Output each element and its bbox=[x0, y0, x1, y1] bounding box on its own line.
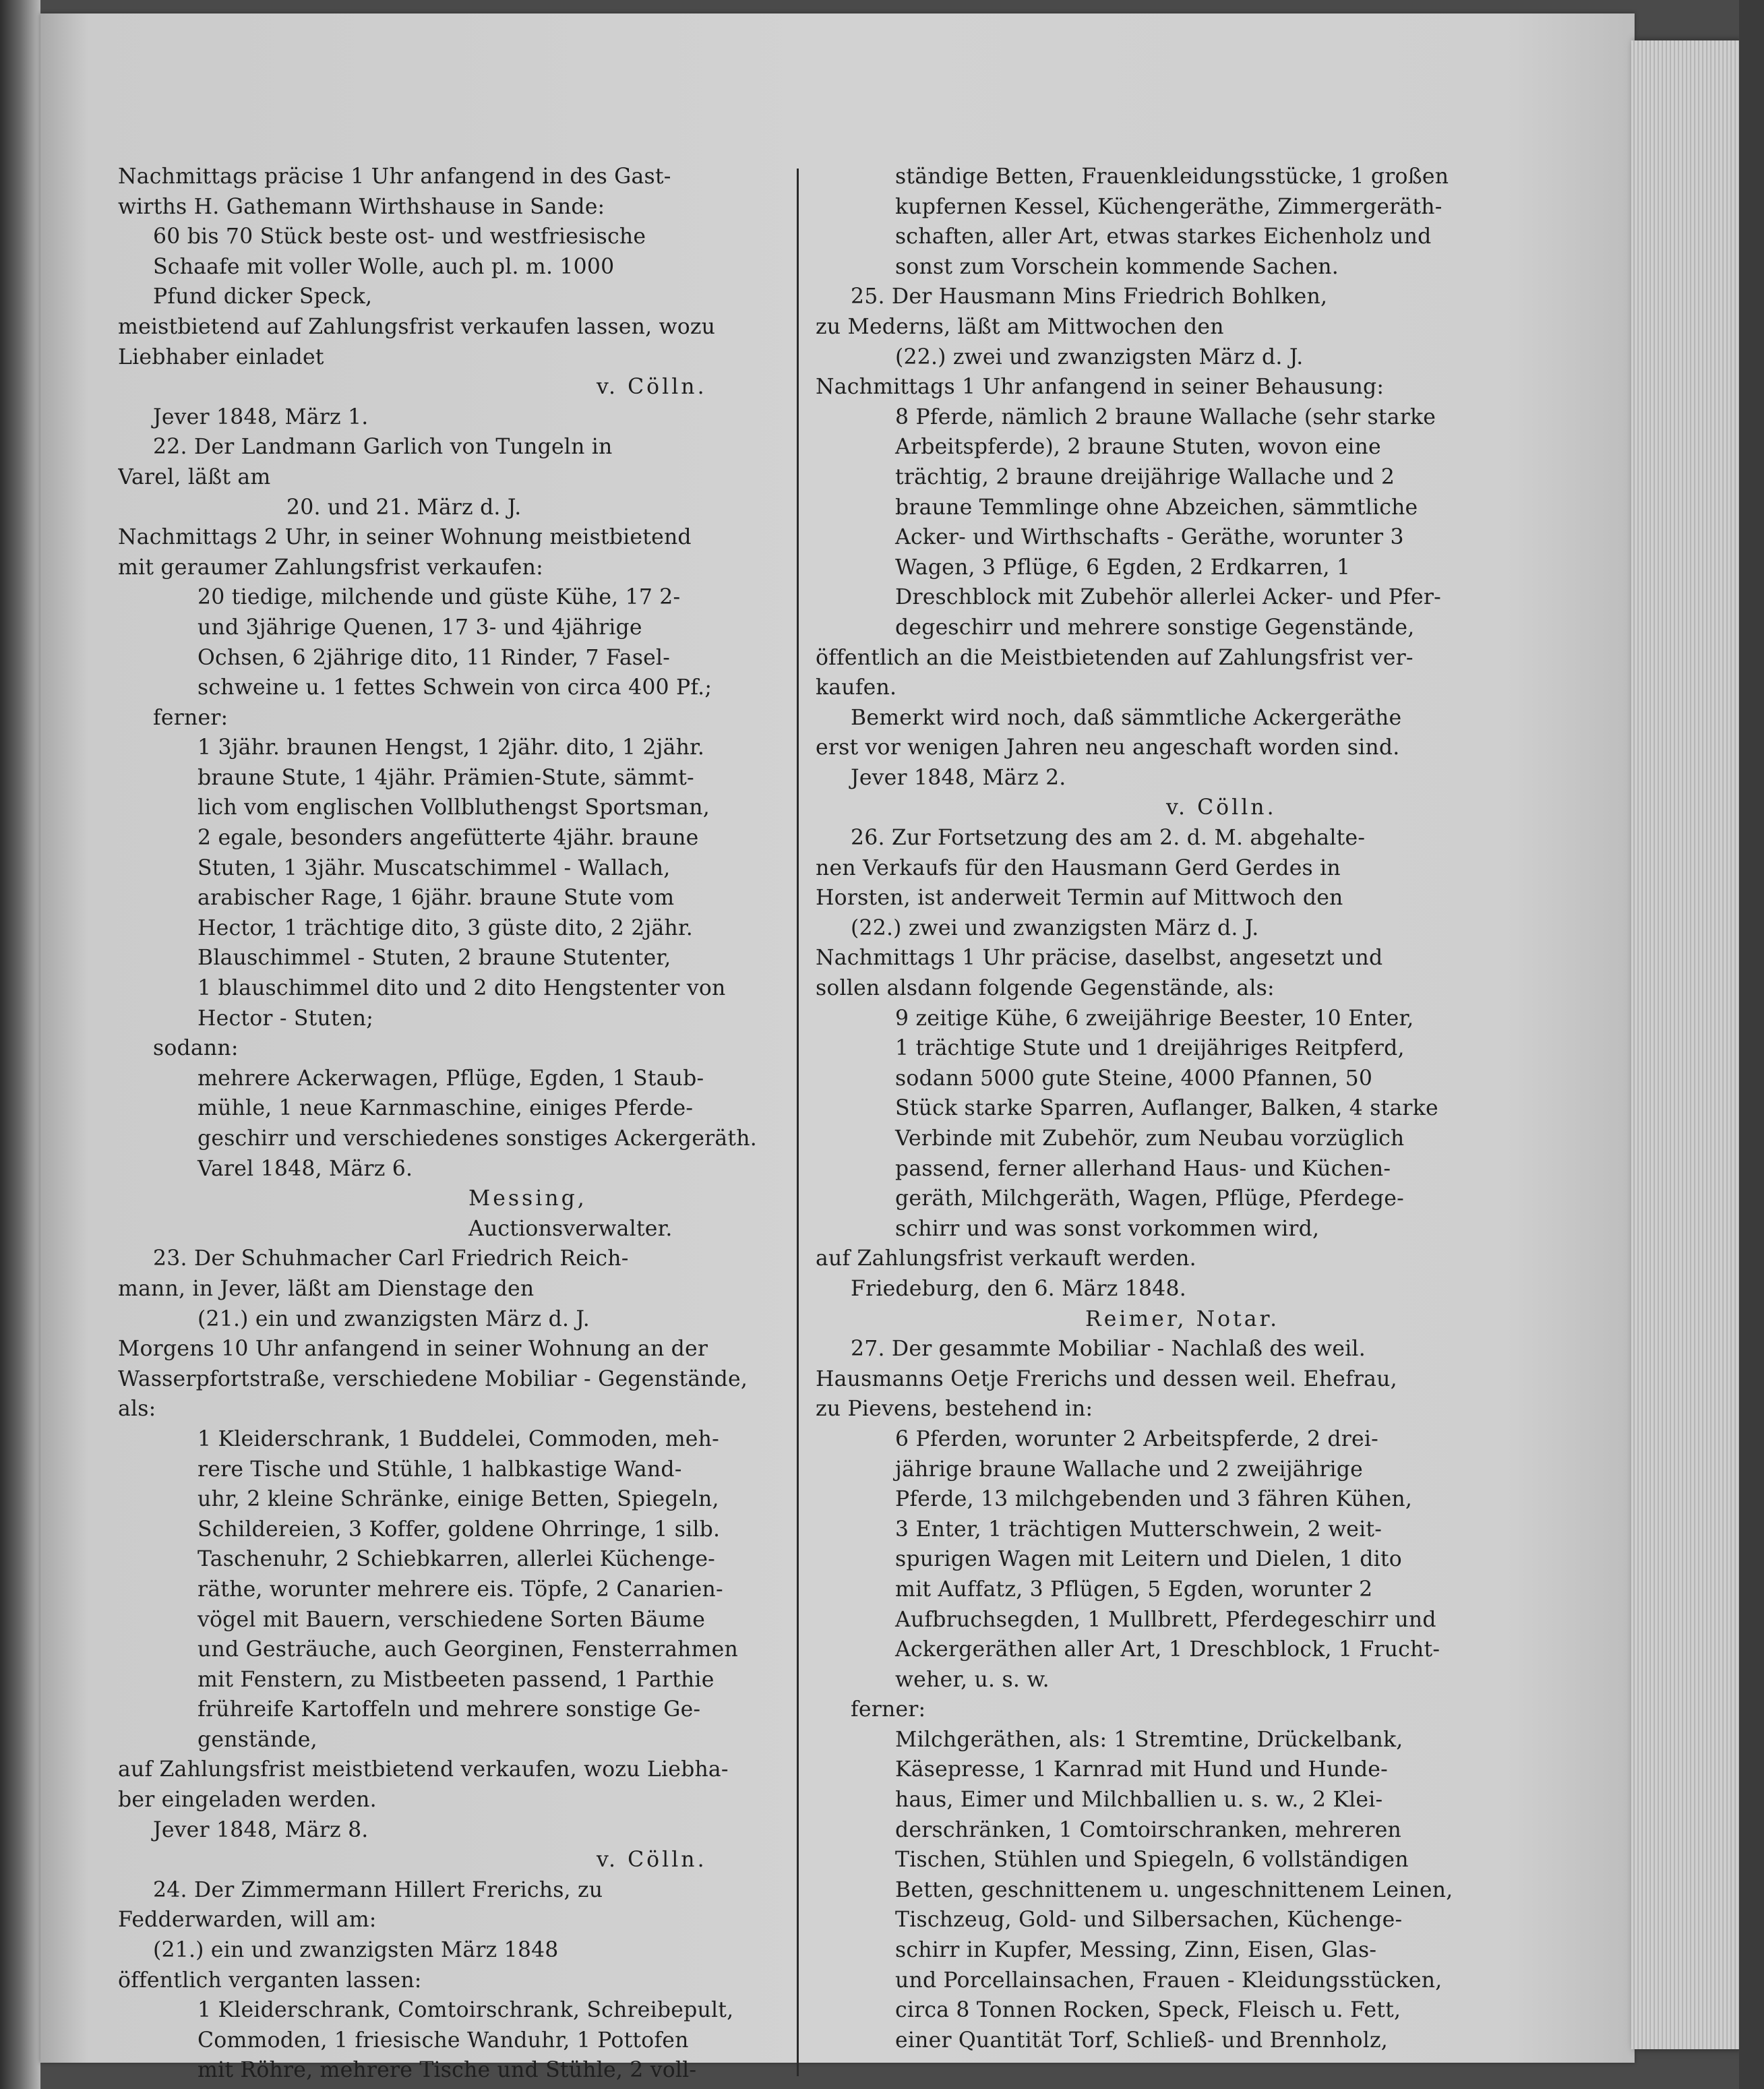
text-line: Nachmittags 2 Uhr, in seiner Wohnung meistbietend bbox=[118, 525, 692, 550]
text-line: Hector - Stuten; bbox=[197, 1006, 374, 1031]
text-line: rere Tische und Stühle, 1 halbkastige Wand- bbox=[197, 1457, 682, 1482]
text-line: 2 egale, besonders angefütterte 4jähr. braune bbox=[197, 826, 699, 851]
text-line: v. Cölln. bbox=[597, 1848, 707, 1873]
text-line: schweine u. 1 fettes Schwein von circa 400 Pf.; bbox=[197, 675, 712, 700]
text-line: Nachmittags präcise 1 Uhr anfangend in des Gast- bbox=[118, 164, 671, 189]
text-line: Tischzeug, Gold- und Silbersachen, Küchenge- bbox=[895, 1908, 1403, 1933]
text-line: genstände, bbox=[197, 1727, 317, 1752]
text-line: Morgens 10 Uhr anfangend in seiner Wohnung an der bbox=[118, 1337, 708, 1362]
text-line: weher, u. s. w. bbox=[895, 1667, 1050, 1692]
text-line: und Gesträuche, auch Georginen, Fensterrahmen bbox=[197, 1637, 738, 1662]
text-line: Commoden, 1 friesische Wanduhr, 1 Pottofen bbox=[197, 2028, 689, 2053]
text-line: frühreife Kartoffeln und mehrere sonstige Ge- bbox=[197, 1697, 701, 1722]
text-line: sodann: bbox=[153, 1036, 239, 1061]
text-line: ferner: bbox=[851, 1697, 926, 1722]
text-line: einer Quantität Torf, Schließ- und Brennholz, bbox=[895, 2028, 1388, 2053]
text-line: degeschirr und mehrere sonstige Gegenstände, bbox=[895, 615, 1415, 640]
text-line: Pferde, 13 milchgebenden und 3 fähren Kühen, bbox=[895, 1487, 1413, 1512]
text-line: Varel 1848, März 6. bbox=[197, 1156, 413, 1181]
text-line: Schildereien, 3 Koffer, goldene Ohrringe, 1 silb. bbox=[197, 1517, 721, 1542]
text-line: arabischer Rage, 1 6jähr. braune Stute vom bbox=[197, 886, 675, 911]
text-line: Milchgeräthen, als: 1 Stremtine, Drückelbank, bbox=[895, 1727, 1403, 1752]
text-line: spurigen Wagen mit Leitern und Dielen, 1 dito bbox=[895, 1547, 1402, 1572]
text-line: Ochsen, 6 2jährige dito, 11 Rinder, 7 Fasel- bbox=[197, 645, 671, 670]
text-line: mit Röhre, mehrere Tische und Stühle, 2 voll- bbox=[197, 2058, 697, 2083]
text-line: schirr in Kupfer, Messing, Zinn, Eisen, Glas- bbox=[895, 1938, 1377, 1963]
text-line: Blauschimmel - Stuten, 2 braune Stutenter, bbox=[197, 946, 671, 971]
text-line: Nachmittags 1 Uhr präcise, daselbst, angesetzt und bbox=[816, 946, 1383, 971]
text-line: als: bbox=[118, 1397, 156, 1422]
text-line: 9 zeitige Kühe, 6 zweijährige Beester, 10 Enter, bbox=[895, 1006, 1414, 1031]
text-line: mühle, 1 neue Karnmaschine, einiges Pferde- bbox=[197, 1096, 694, 1121]
right-text-column bbox=[816, 162, 1490, 2055]
text-line: passend, ferner allerhand Haus- und Küchen- bbox=[895, 1156, 1391, 1181]
text-line: räthe, worunter mehrere eis. Töpfe, 2 Canarien- bbox=[197, 1577, 723, 1602]
text-line: Hector, 1 trächtige dito, 3 güste dito, 2 2jähr. bbox=[197, 915, 693, 940]
text-line: ständige Betten, Frauenkleidungsstücke, 1 großen bbox=[895, 164, 1449, 189]
text-line: 24. Der Zimmermann Hillert Frerichs, zu bbox=[153, 1877, 603, 1902]
text-line: 1 blauschimmel dito und 2 dito Hengstenter von bbox=[197, 976, 726, 1001]
text-line: Friedeburg, den 6. März 1848. bbox=[851, 1276, 1186, 1301]
text-line: sollen alsdann folgende Gegenstände, als: bbox=[816, 976, 1275, 1001]
text-line: Verbinde mit Zubehör, zum Neubau vorzüglich bbox=[895, 1126, 1405, 1151]
text-line: auf Zahlungsfrist verkauft werden. bbox=[816, 1246, 1196, 1271]
text-line: schaften, aller Art, etwas starkes Eichenholz und bbox=[895, 224, 1432, 249]
text-line: mit Auffatz, 3 Pflügen, 5 Egden, worunter 2 bbox=[895, 1577, 1373, 1602]
text-line: Nachmittags 1 Uhr anfangend in seiner Behausung: bbox=[816, 375, 1385, 400]
text-line: mit Fenstern, zu Mistbeeten passend, 1 Parthie bbox=[197, 1667, 714, 1692]
text-line: kupfernen Kessel, Küchengeräthe, Zimmergeräth- bbox=[895, 194, 1442, 219]
text-line: 26. Zur Fortsetzung des am 2. d. M. abgehalte- bbox=[851, 826, 1366, 851]
text-line: v. Cölln. bbox=[1166, 795, 1277, 820]
text-line: ferner: bbox=[153, 705, 229, 730]
text-line: kaufen. bbox=[816, 675, 897, 700]
text-line: Horsten, ist anderweit Termin auf Mittwoch den bbox=[816, 886, 1343, 911]
text-line: (22.) zwei und zwanzigsten März d. J. bbox=[851, 915, 1259, 940]
text-line: zu Mederns, läßt am Mittwochen den bbox=[816, 314, 1224, 339]
text-line: sodann 5000 gute Steine, 4000 Pfannen, 50 bbox=[895, 1066, 1373, 1091]
text-line: sonst zum Vorschein kommende Sachen. bbox=[895, 254, 1339, 279]
text-line: Varel, läßt am bbox=[118, 464, 271, 489]
text-line: 25. Der Hausmann Mins Friedrich Bohlken, bbox=[851, 284, 1328, 309]
text-line: 60 bis 70 Stück beste ost- und westfriesische bbox=[153, 224, 646, 249]
text-line: erst vor wenigen Jahren neu angeschaft worden sind. bbox=[816, 735, 1400, 760]
column-divider-rule bbox=[797, 169, 799, 2076]
text-line: (21.) ein und zwanzigsten März d. J. bbox=[197, 1306, 590, 1331]
text-line: öffentlich an die Meistbietenden auf Zahlungsfrist ver- bbox=[816, 645, 1413, 670]
text-line: Aufbruchsegden, 1 Mullbrett, Pferdegeschirr und bbox=[895, 1607, 1436, 1632]
text-line: Bemerkt wird noch, daß sämmtliche Ackergeräthe bbox=[851, 705, 1402, 730]
text-line: ber eingeladen werden. bbox=[118, 1788, 377, 1813]
text-line: Dreschblock mit Zubehör allerlei Acker- und Pfer- bbox=[895, 585, 1441, 610]
text-line: mann, in Jever, läßt am Dienstage den bbox=[118, 1276, 535, 1301]
text-line: Jever 1848, März 1. bbox=[153, 404, 369, 429]
text-line: braune Temmlinge ohne Abzeichen, sämmtliche bbox=[895, 495, 1418, 520]
text-line: auf Zahlungsfrist meistbietend verkaufen, wozu Liebha- bbox=[118, 1757, 729, 1782]
text-line: Käsepresse, 1 Karnrad mit Hund und Hunde- bbox=[895, 1757, 1388, 1782]
text-line: nen Verkaufs für den Hausmann Gerd Gerdes in bbox=[816, 855, 1341, 880]
text-line: Messing, bbox=[468, 1186, 587, 1211]
text-line: mehrere Ackerwagen, Pflüge, Egden, 1 Staub- bbox=[197, 1066, 704, 1091]
text-line: haus, Eimer und Milchballien u. s. w., 2 Klei- bbox=[895, 1788, 1383, 1813]
text-line: Stück starke Sparren, Auflanger, Balken, 4 starke bbox=[895, 1096, 1438, 1121]
page-stack-edge bbox=[1631, 40, 1739, 2049]
text-line: jährige braune Wallache und 2 zweijährige bbox=[895, 1457, 1364, 1482]
text-line: 20. und 21. März d. J. bbox=[286, 495, 522, 520]
text-line: vögel mit Bauern, verschiedene Sorten Bäume bbox=[197, 1607, 706, 1632]
text-line: Jever 1848, März 8. bbox=[153, 1817, 369, 1842]
text-line: lich vom englischen Vollbluthengst Sportsman, bbox=[197, 795, 710, 820]
text-line: uhr, 2 kleine Schränke, einige Betten, Spiegeln, bbox=[197, 1487, 719, 1512]
text-line: 1 trächtige Stute und 1 dreijähriges Reitpferd, bbox=[895, 1036, 1405, 1061]
text-line: Hausmanns Oetje Frerichs und dessen weil. Ehefrau, bbox=[816, 1366, 1397, 1391]
text-line: Jever 1848, März 2. bbox=[851, 765, 1066, 790]
text-line: 1 Kleiderschrank, 1 Buddelei, Commoden, meh- bbox=[197, 1426, 719, 1451]
text-line: 3 Enter, 1 trächtigen Mutterschwein, 2 weit- bbox=[895, 1517, 1382, 1542]
text-line: Liebhaber einladet bbox=[118, 344, 324, 369]
text-line: (22.) zwei und zwanzigsten März d. J. bbox=[895, 344, 1304, 369]
text-line: Acker- und Wirthschafts - Geräthe, worunter 3 bbox=[895, 525, 1404, 550]
text-line: schirr und was sonst vorkommen wird, bbox=[895, 1216, 1320, 1241]
text-line: circa 8 Tonnen Rocken, Speck, Fleisch u. Fett, bbox=[895, 1998, 1401, 2023]
text-line: Betten, geschnittenem u. ungeschnittenem Leinen, bbox=[895, 1877, 1453, 1902]
background-shadow bbox=[1739, 0, 1764, 2089]
text-line: Wasserpfortstraße, verschiedene Mobiliar - Gegenstände, bbox=[118, 1366, 748, 1391]
text-line: Taschenuhr, 2 Schiebkarren, allerlei Küchenge- bbox=[197, 1547, 716, 1572]
text-line: Schaafe mit voller Wolle, auch pl. m. 1000 bbox=[153, 254, 615, 279]
text-line: 6 Pferden, worunter 2 Arbeitspferde, 2 drei- bbox=[895, 1426, 1379, 1451]
previous-page-edge bbox=[0, 0, 40, 2089]
text-line: meistbietend auf Zahlungsfrist verkaufen lassen, wozu bbox=[118, 314, 716, 339]
text-line: 8 Pferde, nämlich 2 braune Wallache (sehr starke bbox=[895, 404, 1436, 429]
text-line: v. Cölln. bbox=[597, 375, 707, 400]
text-line: Fedderwarden, will am: bbox=[118, 1908, 377, 1933]
text-line: Wagen, 3 Pflüge, 6 Egden, 2 Erdkarren, 1 bbox=[895, 555, 1351, 580]
text-line: 27. Der gesammte Mobiliar - Nachlaß des weil. bbox=[851, 1337, 1366, 1362]
text-line: 22. Der Landmann Garlich von Tungeln in bbox=[153, 435, 613, 460]
text-line: und 3jährige Quenen, 17 3- und 4jährige bbox=[197, 615, 642, 640]
text-line: zu Pievens, bestehend in: bbox=[816, 1397, 1093, 1422]
text-line: Ackergeräthen aller Art, 1 Dreschblock, 1 Frucht- bbox=[895, 1637, 1440, 1662]
text-line: derschränken, 1 Comtoirschranken, mehreren bbox=[895, 1817, 1402, 1842]
text-line: braune Stute, 1 4jähr. Prämien-Stute, sämmt- bbox=[197, 765, 694, 790]
text-line: trächtig, 2 braune dreijährige Wallache und 2 bbox=[895, 464, 1395, 489]
text-line: mit geraumer Zahlungsfrist verkaufen: bbox=[118, 555, 543, 580]
text-line: Stuten, 1 3jähr. Muscatschimmel - Wallach, bbox=[197, 855, 671, 880]
text-line: 1 Kleiderschrank, Comtoirschrank, Schreibepult, bbox=[197, 1998, 734, 2023]
text-line: Auctionsverwalter. bbox=[468, 1216, 673, 1241]
text-line: Tischen, Stühlen und Spiegeln, 6 vollständigen bbox=[895, 1848, 1409, 1873]
text-line: Reimer, Notar. bbox=[1085, 1306, 1280, 1331]
text-line: Arbeitspferde), 2 braune Stuten, wovon eine bbox=[895, 435, 1381, 460]
text-line: öffentlich verganten lassen: bbox=[118, 1968, 422, 1993]
text-line: 1 3jähr. braunen Hengst, 1 2jähr. dito, 1 2jähr. bbox=[197, 735, 705, 760]
text-line: geschirr und verschiedenes sonstiges Ackergeräth. bbox=[197, 1126, 757, 1151]
text-line: 23. Der Schuhmacher Carl Friedrich Reich- bbox=[153, 1246, 629, 1271]
text-line: (21.) ein und zwanzigsten März 1848 bbox=[153, 1938, 559, 1963]
text-line: 20 tiedige, milchende und güste Kühe, 17 2- bbox=[197, 585, 681, 610]
text-line: Pfund dicker Speck, bbox=[153, 284, 373, 309]
text-line: geräth, Milchgeräth, Wagen, Pflüge, Pferdege- bbox=[895, 1186, 1404, 1211]
text-line: wirths H. Gathemann Wirthshause in Sande: bbox=[118, 194, 605, 219]
text-line: und Porcellainsachen, Frauen - Kleidungsstücken, bbox=[895, 1968, 1442, 1993]
left-text-column bbox=[118, 162, 792, 2086]
